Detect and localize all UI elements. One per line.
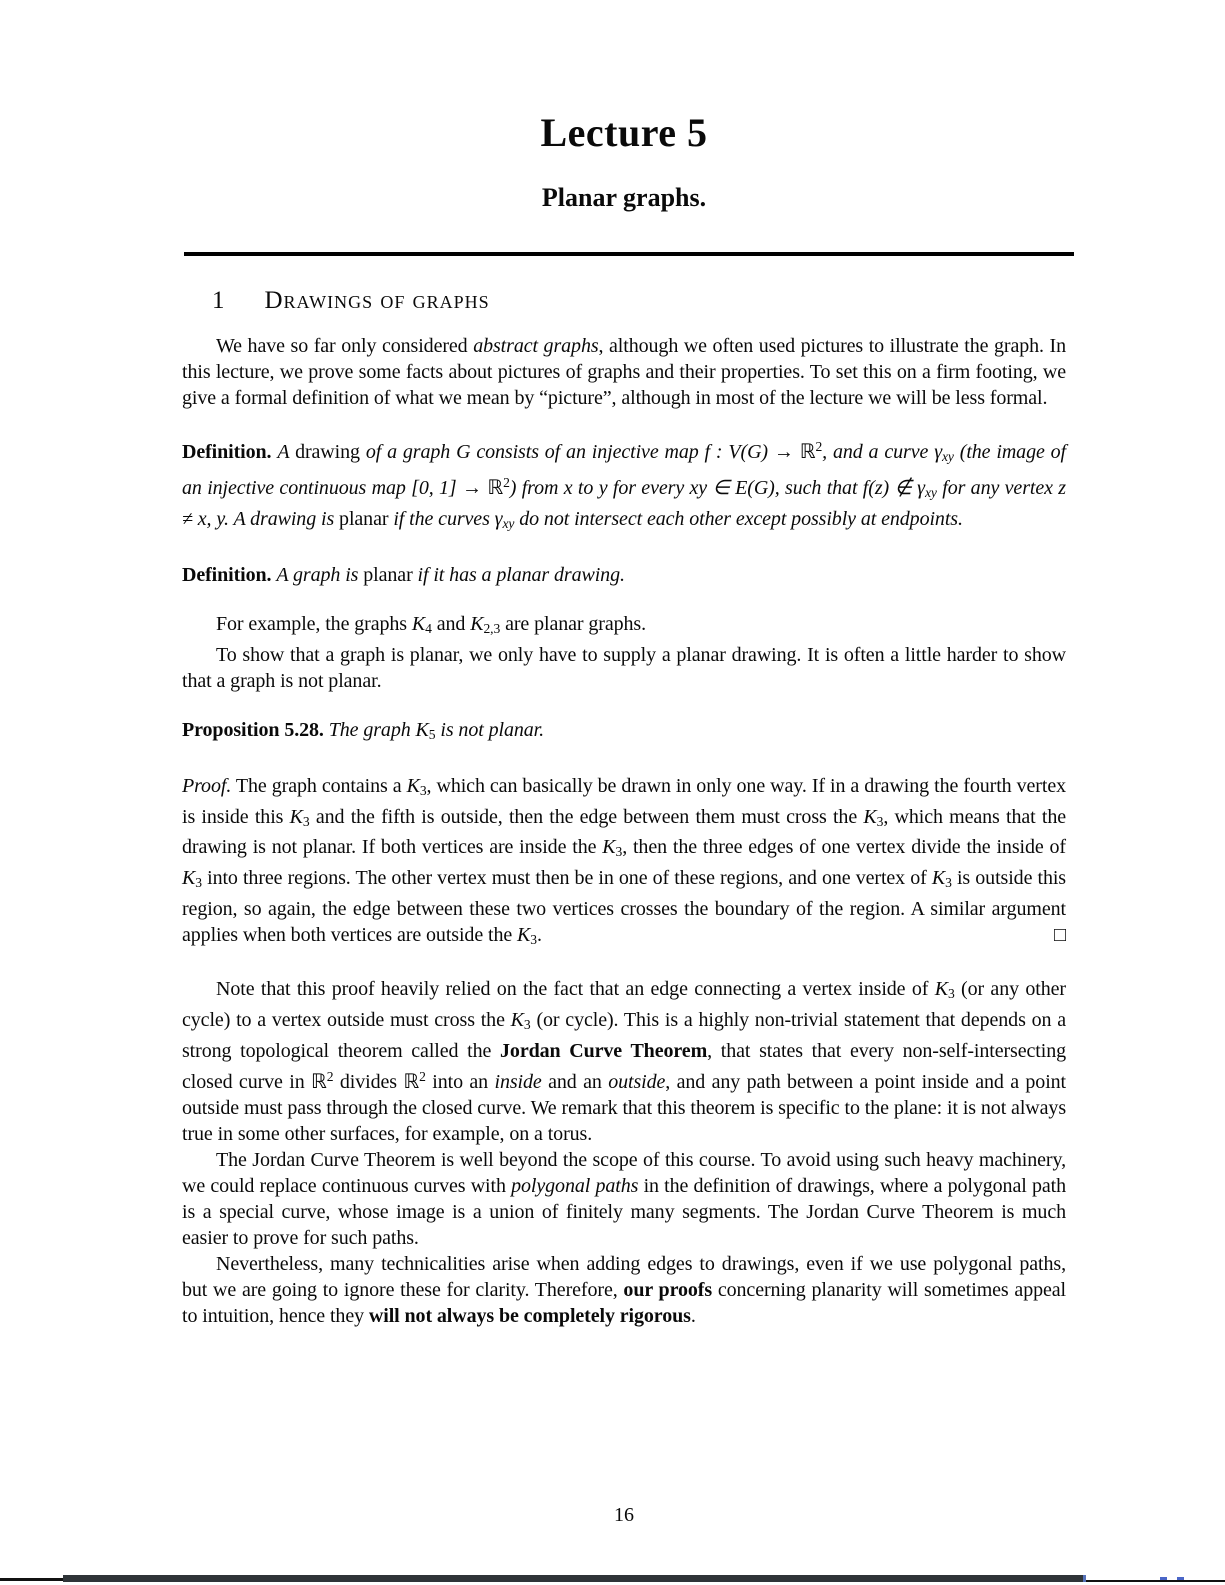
paragraph-intro: We have so far only considered abstract graphs, although we often used pictures to illustrate the graph. In this lecture, we prove some facts about pictures of graphs and their properties. To set this on a firm footing, we give a formal definition of what we mean by “picture”, although in most of the lecture we will be less formal. bbox=[182, 335, 1071, 409]
bottom-separator-right-line bbox=[1086, 1580, 1225, 1582]
page-title: Lecture 5 bbox=[540, 110, 708, 155]
section-title: Drawings of graphs bbox=[264, 287, 490, 314]
paragraph-example: For example, the graphs $K_4$ and $K_{2,3}$ are planar graphs. bbox=[216, 612, 646, 636]
paragraph-proof bbox=[182, 773, 1071, 954]
definition-planar: Definition. A graph is planar if it has a planar drawing. bbox=[182, 563, 625, 586]
paragraph-to-show: To show that a graph is planar, we only have to supply a planar drawing. It is often a little harder to show that a graph is not planar. bbox=[182, 643, 1071, 692]
page-number: 16 bbox=[614, 1504, 634, 1526]
page-body bbox=[182, 0, 1071, 1329]
qed-box: □ bbox=[1054, 924, 1066, 947]
page-subtitle: Planar graphs. bbox=[541, 183, 707, 212]
title-rule bbox=[184, 252, 1074, 256]
proof-text: Proof. The graph contains a $K_3$, which can basically be drawn in only one way. If in a drawing the fourth vertex is inside this $K_3$ and the fifth is outside, then the edge between them must cross the $K_3$, which means that the drawing is not planar. If both vertices are inside the $K_3$, then the three edges of one vertex divide the inside of $K_3$ into three regions. The other vertex must then be in one of these regions, and one vertex of $K_3$ is outside this region, so again, the edge between these two vertices crosses the boundary of the region. A similar argument applies when both vertices are outside the $K_3$. bbox=[182, 774, 1071, 948]
bottom-separator-left-line bbox=[0, 1578, 65, 1581]
paragraph-nevertheless: Nevertheless, many technicalities arise when adding edges to drawings, even if we use polygonal paths, but we are going to ignore these for clarity. Therefore, our proofs concerning planarity will sometimes appeal to intuition, hence they will not always be completely rigorous. bbox=[182, 1253, 1071, 1328]
section-heading bbox=[212, 286, 1066, 316]
proposition-5-28: Proposition 5.28. The graph $K_5$ is not planar. bbox=[182, 718, 545, 742]
paragraph-note-jordan: Note that this proof heavily relied on the fact that an edge connecting a vertex inside of $K_3$ (or any other cycle) to a vertex outside must cross the $K_3$ (or cycle). This is a highly non-trivial statement that depends on a strong topological theorem called the Jordan Curve Theorem, that states that every non-self-intersecting closed curve in ℝ$^2$ divides ℝ$^2$ into an inside and an outside, and any path between a point inside and a point outside must pass through the closed curve. We remark that this theorem is specific to the plane: it is not always true in some other surfaces, for example, on a torus. bbox=[182, 978, 1071, 1146]
definition-drawing: Definition. A drawing of a graph G consists of an injective map f : V(G) → ℝ$^2$, and a curve $\gamma_{xy}$ (the image of an injective continuous map [0, 1] → ℝ$^2$) from x to y for every xy ∈ E(G), such that f(z) ∉ $\gamma_{xy}$ for any vertex z ≠ x, y. A drawing is planar if the curves $\gamma_{xy}$ do not intersect each other except possibly at endpoints. bbox=[182, 439, 1071, 531]
bottom-separator-tick bbox=[1160, 1577, 1167, 1580]
paragraph-jordan-scope: The Jordan Curve Theorem is well beyond the scope of this course. To avoid using such heavy machinery, we could replace continuous curves with polygonal paths in the definition of drawings, where a polygonal path is a special curve, whose image is a union of finitely many segments. The Jordan Curve Theorem is much easier to prove for such paths. bbox=[182, 1149, 1071, 1250]
section-number: 1 bbox=[212, 287, 225, 314]
bottom-separator-bar bbox=[63, 1575, 1085, 1582]
bottom-separator-tick bbox=[1177, 1577, 1184, 1580]
